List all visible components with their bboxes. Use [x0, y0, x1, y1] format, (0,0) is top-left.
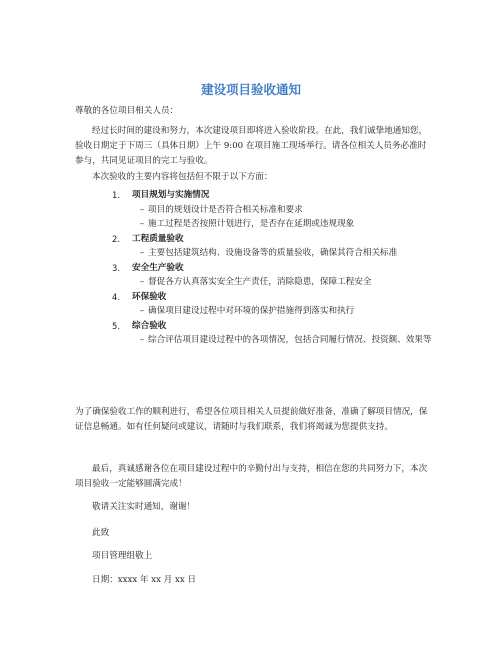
- sub-item: [112, 275, 432, 290]
- sub-item: [112, 203, 432, 218]
- signature: 项目管理组敬上: [92, 551, 153, 561]
- closing: 此致: [92, 528, 110, 538]
- sub-item-text: 确保项目建设过程中对环境的保护措施得到落实和执行: [148, 306, 355, 316]
- item-number: 4.: [112, 291, 120, 302]
- sub-item-text: 施工过程是否按照计划进行，是否存在延期或违规现象: [148, 219, 355, 229]
- dash-marker: –: [139, 248, 144, 258]
- contents-lead: 本次验收的主要内容将包括但不限于以下方面：: [92, 172, 273, 182]
- dash-marker: –: [139, 277, 144, 287]
- dash-marker: –: [139, 335, 144, 345]
- greeting: 尊敬的各位项目相关人员：: [75, 106, 179, 116]
- sub-item-text: 主要包括建筑结构、设施设备等的质量验收，确保其符合相关标准: [148, 248, 398, 258]
- intro-paragraph: 经过长时间的建设和努力，本次建设项目即将进入验收阶段。在此，我们诚挚地通知您，验收日期定于下周三（具体日期）上午 9:00 在项目施工现场举行。请各位相关人员务必准时参与，共同见证项目的完工与验收。: [75, 126, 428, 166]
- document-title: 建设项目验收通知: [200, 82, 301, 97]
- preparation-paragraph: 为了确保验收工作的顺利进行，希望各位项目相关人员提前做好准备，准确了解项目情况，保证信息畅通。如有任何疑问或建议，请随时与我们联系，我们将竭诚为您提供支持。: [75, 407, 428, 432]
- list-item: [112, 290, 432, 319]
- list-item: [112, 232, 432, 261]
- list-item: [112, 188, 432, 232]
- thanks-paragraph: 最后，真诚感谢各位在项目建设过程中的辛勤付出与支持，相信在您的共同努力下，本次项目验收一定能够圆满完成！: [75, 464, 428, 489]
- sub-item-text: 项目的规划设计是否符合相关标准和要求: [148, 204, 303, 215]
- sub-item: [112, 217, 432, 232]
- acceptance-items-list: [112, 188, 432, 348]
- date-line: 日期：xxxx 年 xx 月 xx 日: [92, 575, 196, 585]
- item-number: 5.: [112, 320, 120, 331]
- item-title: 环保验收: [132, 291, 167, 302]
- item-title: 工程质量验收: [132, 233, 184, 244]
- sub-item-text: 督促各方认真落实安全生产责任，消除隐患，保障工程安全: [148, 277, 372, 287]
- sub-item: [112, 333, 432, 348]
- item-title: 项目规划与实施情况: [132, 190, 210, 200]
- sub-item: [112, 304, 432, 319]
- item-title: 综合验收: [132, 320, 167, 331]
- dash-marker: –: [139, 204, 144, 215]
- follow-notice: 敬请关注实时通知，谢谢！: [92, 502, 196, 512]
- dash-marker: –: [139, 306, 144, 316]
- sub-item-text: 综合评估项目建设过程中的各项情况，包括合同履行情况、投资额、效果等: [148, 335, 432, 345]
- dash-marker: –: [139, 219, 144, 229]
- sub-item: [112, 246, 432, 261]
- item-number: 2.: [112, 233, 120, 244]
- list-item: [112, 319, 432, 348]
- item-title: 安全生产验收: [132, 262, 184, 273]
- list-item: [112, 261, 432, 290]
- item-number: 1.: [112, 190, 120, 200]
- item-number: 3.: [112, 262, 120, 273]
